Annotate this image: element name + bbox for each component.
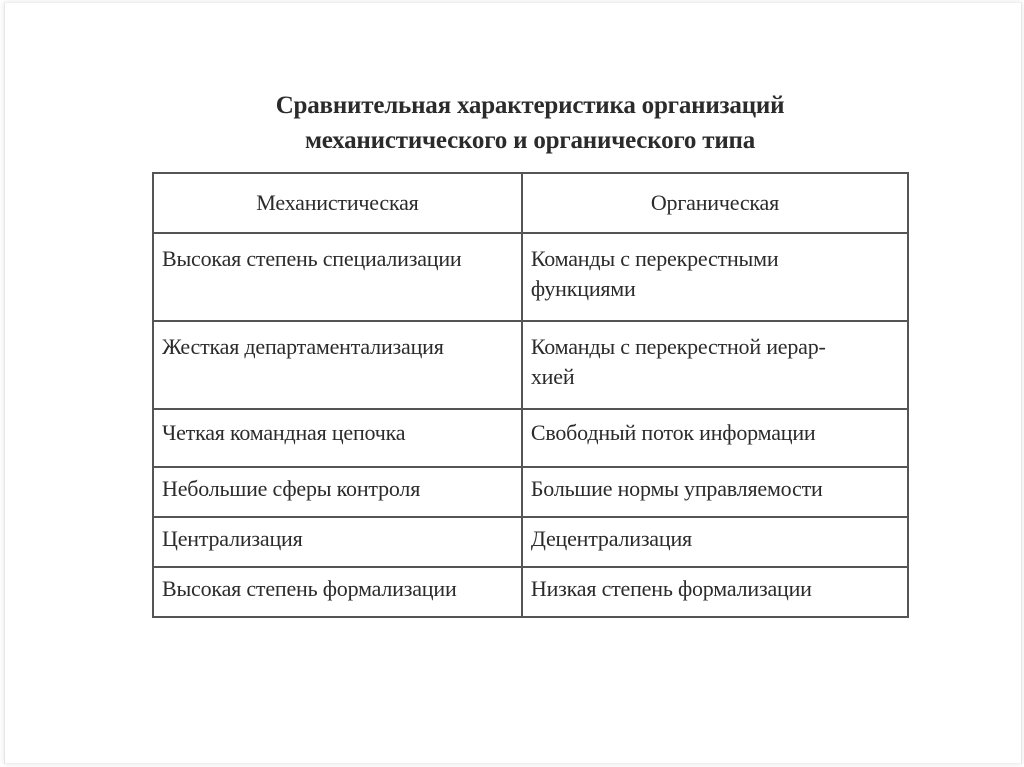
title-line-2: механистического и органического типа <box>304 127 756 154</box>
cell-organic: Команды с перекрестной иерар- хией <box>522 321 908 409</box>
table-row <box>153 321 908 409</box>
table-row <box>153 517 908 567</box>
cell-organic: Команды с перекрестными функциями <box>522 233 908 321</box>
cell-mechanistic: Четкая командная цепочка <box>153 409 522 467</box>
table-row <box>153 467 908 517</box>
title-line-1: Сравнительная характеристика организаций <box>275 92 785 119</box>
cell-mechanistic: Высокая степень формализации <box>153 567 522 617</box>
header-organic: Органическая <box>522 173 908 233</box>
table-row <box>153 233 908 321</box>
page-title <box>150 88 910 158</box>
cell-mechanistic: Централизация <box>153 517 522 567</box>
cell-mechanistic: Небольшие сферы контроля <box>153 467 522 517</box>
cell-organic: Свободный поток информации <box>522 409 908 467</box>
cell-organic: Низкая степень формализации <box>522 567 908 617</box>
table-row <box>153 567 908 617</box>
header-mechanistic: Механистическая <box>153 173 522 233</box>
cell-mechanistic: Жесткая департаментализация <box>153 321 522 409</box>
table-header-row <box>153 173 908 233</box>
cell-mechanistic: Высокая степень специализации <box>153 233 522 321</box>
table-row <box>153 409 908 467</box>
cell-organic: Децентрализация <box>522 517 908 567</box>
comparison-table <box>152 172 909 618</box>
cell-organic: Большие нормы управляемости <box>522 467 908 517</box>
